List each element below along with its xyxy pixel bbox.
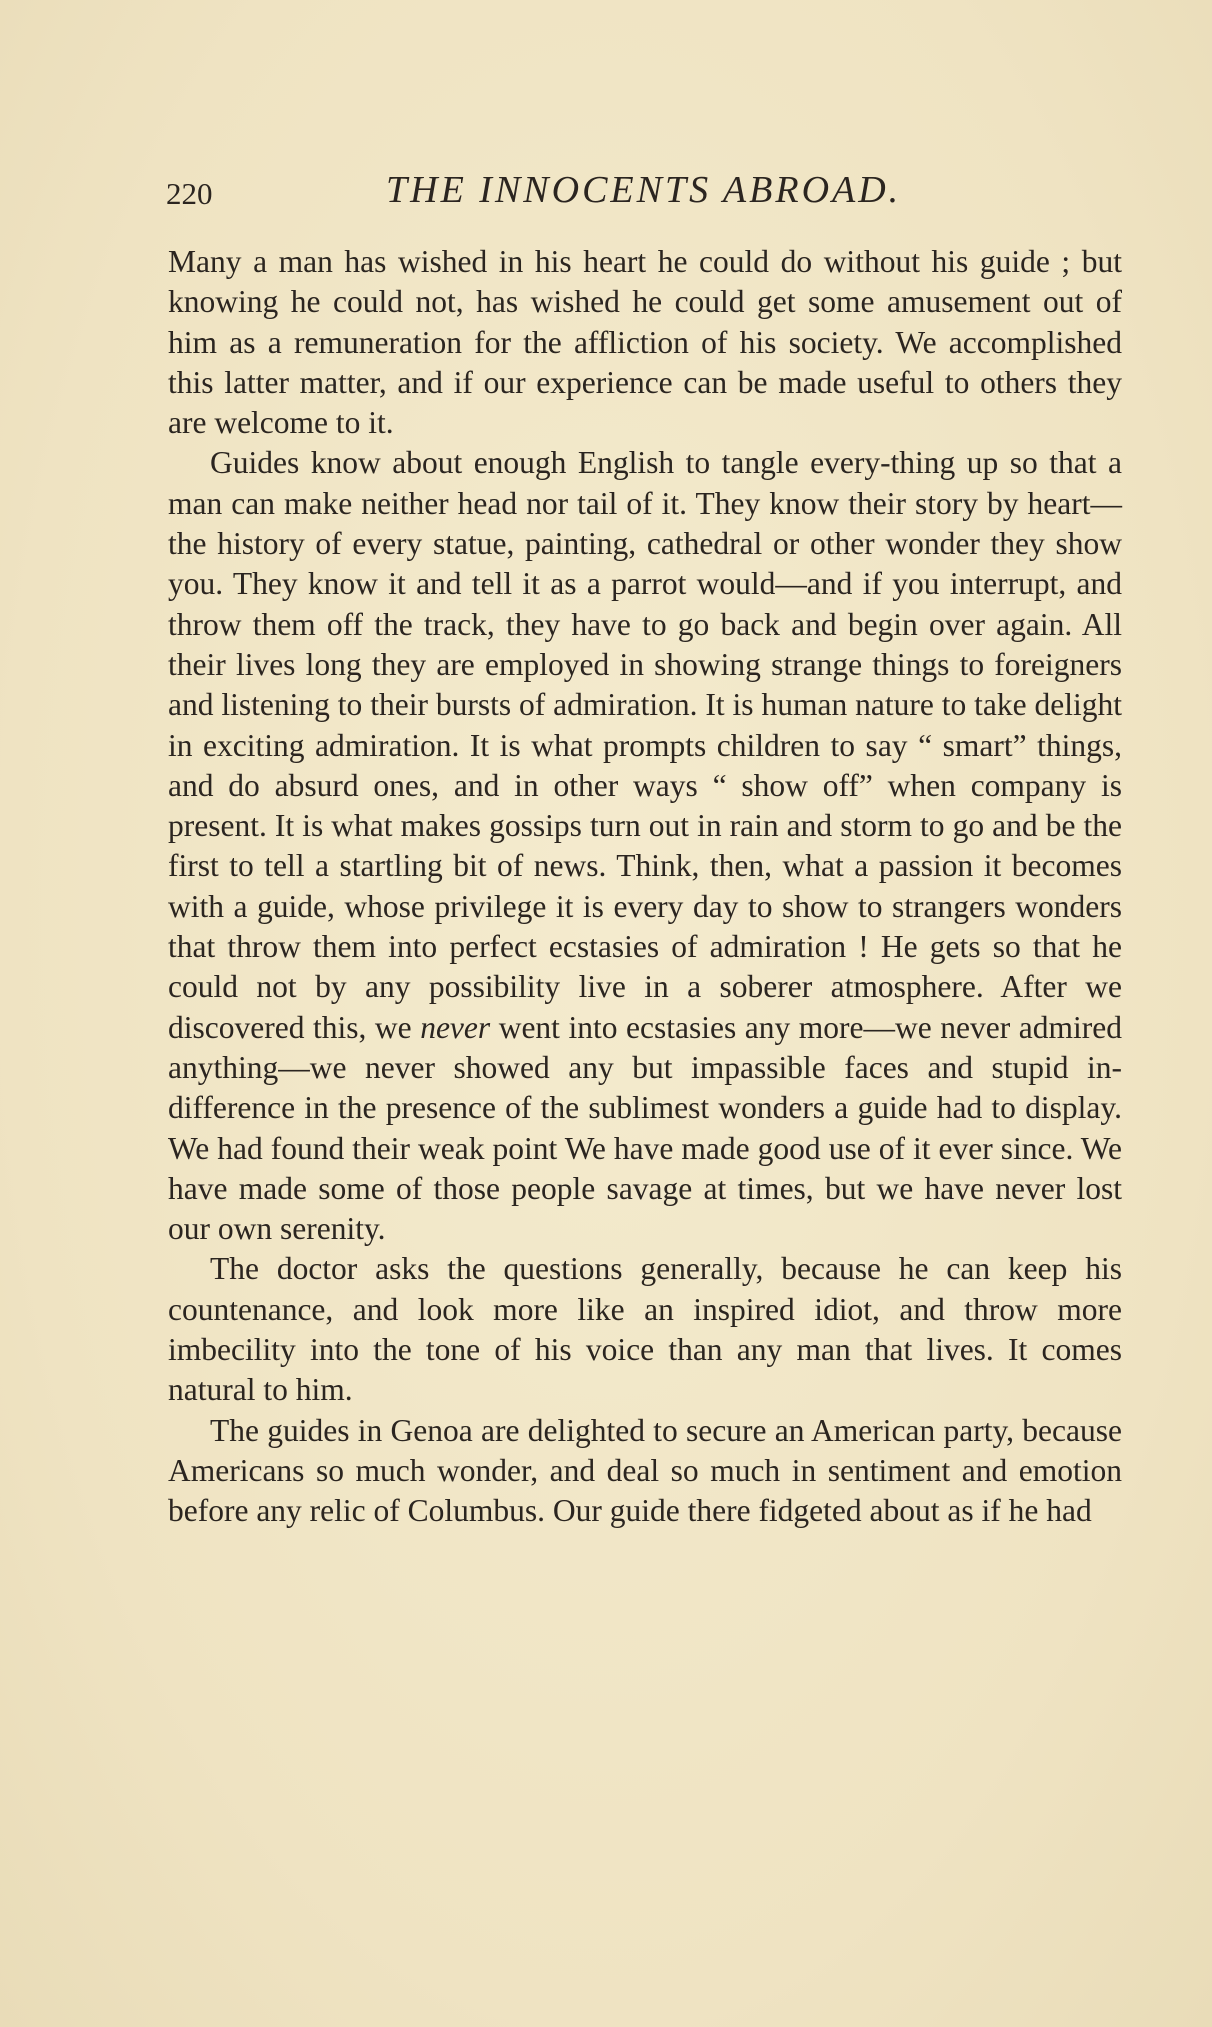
paragraph-1-text: Many a man has wished in his heart he could do without his guide ; but knowing he could not, has wished he could get some amusement out of him as a remuneration for the affliction of his society. We accomplished this latter matter, and if our experience can be made useful to others they are welcome to it. <box>168 244 1122 441</box>
paragraph-2 <box>168 443 1122 1249</box>
body-text <box>168 242 1122 1532</box>
paragraph-2-text-end: went into ecstasies any more—we never admired anything—we never showed any but impassible faces and stupid in-difference in the presence of the sublimest wonders a guide had to display. We had found their weak point We have made good use of it ever since. We have made some of those people savage at times, but we have never lost our own serenity. <box>168 1009 1123 1247</box>
paragraph-1 <box>168 242 1122 443</box>
paragraph-4-text: The guides in Genoa are delighted to secure an American party, because Americans so much wonder, and deal so much in sentiment and emotion before any relic of Columbus. Our guide there fidgeted about as if he had <box>168 1412 1122 1529</box>
paragraph-2-text-start: Guides know about enough English to tangle every-thing up so that a man can make neither head nor tail of it. They know their story by heart—the history of every statue, painting, cathedral or other wonder they show you. They know it and tell it as a parrot would—and if you interrupt, and throw them off the track, they have to go back and begin over again. All their lives long they are employed in showing strange things to foreigners and listening to their bursts of admiration. It is human nature to take delight in exciting admiration. It is what prompts children to say “ smart” things, and do absurd ones, and in other ways “ show off” when company is present. It is what makes gossips turn out in rain and storm to go and be the first to tell a startling bit of news. Think, then, what a passion it becomes with a guide, whose privilege it is every day to show to strangers wonders that throw them into perfect ecstasies of admiration ! He gets so that he could not by any possibility live in a soberer atmosphere. After we discovered this, we <box>168 445 1122 1045</box>
paragraph-4 <box>168 1411 1122 1532</box>
paragraph-3 <box>168 1249 1122 1410</box>
running-title: THE INNOCENTS ABROAD. <box>386 169 902 211</box>
paragraph-2-emphasis: never <box>420 1009 491 1045</box>
paragraph-3-text: The doctor asks the questions generally, because he can keep his countenance, and look more like an inspired idiot, and throw more imbecility into the tone of his voice than any man that lives. It comes natural to him. <box>168 1251 1122 1408</box>
page-number: 220 <box>166 176 213 211</box>
page-header <box>166 168 1121 224</box>
